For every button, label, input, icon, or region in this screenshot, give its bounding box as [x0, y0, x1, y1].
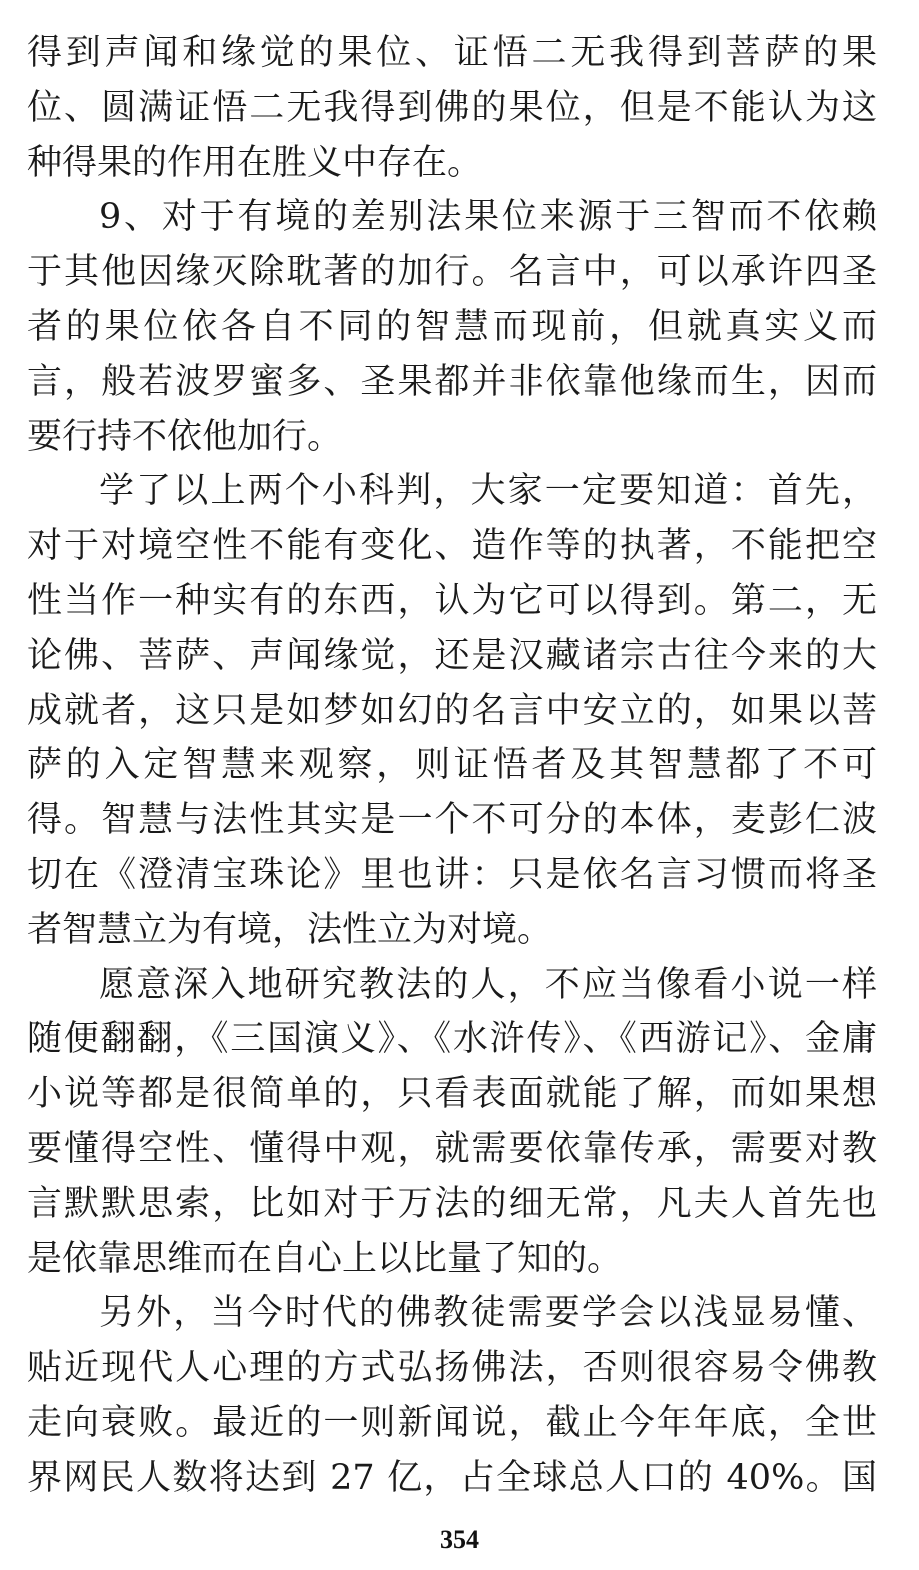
text-line: 言默默思索，比如对于万法的细无常，凡夫人首先也	[27, 1183, 877, 1224]
paragraph-3	[27, 464, 877, 957]
paragraph-4	[27, 958, 877, 1287]
text-line: 切在《澄清宝珠论》里也讲：只是依名言习惯而将圣	[27, 854, 877, 895]
text-line: 是依靠思维而在自心上以比量了知的。	[27, 1238, 623, 1279]
text-line: 要懂得空性、懂得中观，就需要依靠传承，需要对教	[27, 1128, 877, 1169]
paragraph-2	[27, 190, 877, 464]
text-line: 要行持不依他加行。	[27, 416, 343, 457]
paragraph-1	[27, 26, 877, 190]
text-line: 界网民人数将达到 27 亿，占全球总人口的 40%。国	[27, 1457, 877, 1498]
text-line: 者的果位依各自不同的智慧而现前，但就真实义而	[27, 306, 877, 347]
text-line: 萨的入定智慧来观察，则证悟者及其智慧都了不可	[27, 745, 877, 786]
text-line: 言，般若波罗蜜多、圣果都并非依靠他缘而生，因而	[27, 361, 877, 402]
page-number: 354	[440, 1525, 479, 1554]
text-line: 种得果的作用在胜义中存在。	[27, 142, 483, 183]
text-line: 于其他因缘灭除耽著的加行。名言中，可以承许四圣	[27, 252, 877, 293]
text-line: 9、对于有境的差别法果位来源于三智而不依赖	[99, 197, 877, 238]
paragraph-5	[27, 1286, 877, 1505]
text-line: 论佛、菩萨、声闻缘觉，还是汉藏诸宗古往今来的大	[27, 635, 877, 676]
text-line: 成就者，这只是如梦如幻的名言中安立的，如果以菩	[27, 690, 877, 731]
text-line: 另外，当今时代的佛教徒需要学会以浅显易懂、	[99, 1293, 877, 1334]
text-line: 走向衰败。最近的一则新闻说，截止今年年底，全世	[27, 1402, 877, 1443]
text-line: 性当作一种实有的东西，认为它可以得到。第二，无	[27, 580, 877, 621]
text-line: 得。智慧与法性其实是一个不可分的本体，麦彭仁波	[27, 800, 877, 841]
body-text	[27, 26, 877, 1506]
text-line: 愿意深入地研究教法的人，不应当像看小说一样	[99, 964, 877, 1005]
text-line: 学了以上两个小科判，大家一定要知道：首先，	[99, 471, 877, 512]
text-line: 小说等都是很简单的，只看表面就能了解，而如果想	[27, 1074, 877, 1115]
text-line: 位、圆满证悟二无我得到佛的果位，但是不能认为这	[27, 87, 877, 128]
text-line: 随便翻翻，《三国演义》、《水浒传》、《西游记》、金庸	[27, 1019, 877, 1060]
text-line: 得到声闻和缘觉的果位、证悟二无我得到菩萨的果	[27, 33, 877, 73]
text-line: 者智慧立为有境，法性立为对境。	[27, 909, 553, 950]
text-line: 对于对境空性不能有变化、造作等的执著，不能把空	[27, 526, 877, 567]
text-line: 贴近现代人心理的方式弘扬佛法，否则很容易令佛教	[27, 1348, 877, 1389]
